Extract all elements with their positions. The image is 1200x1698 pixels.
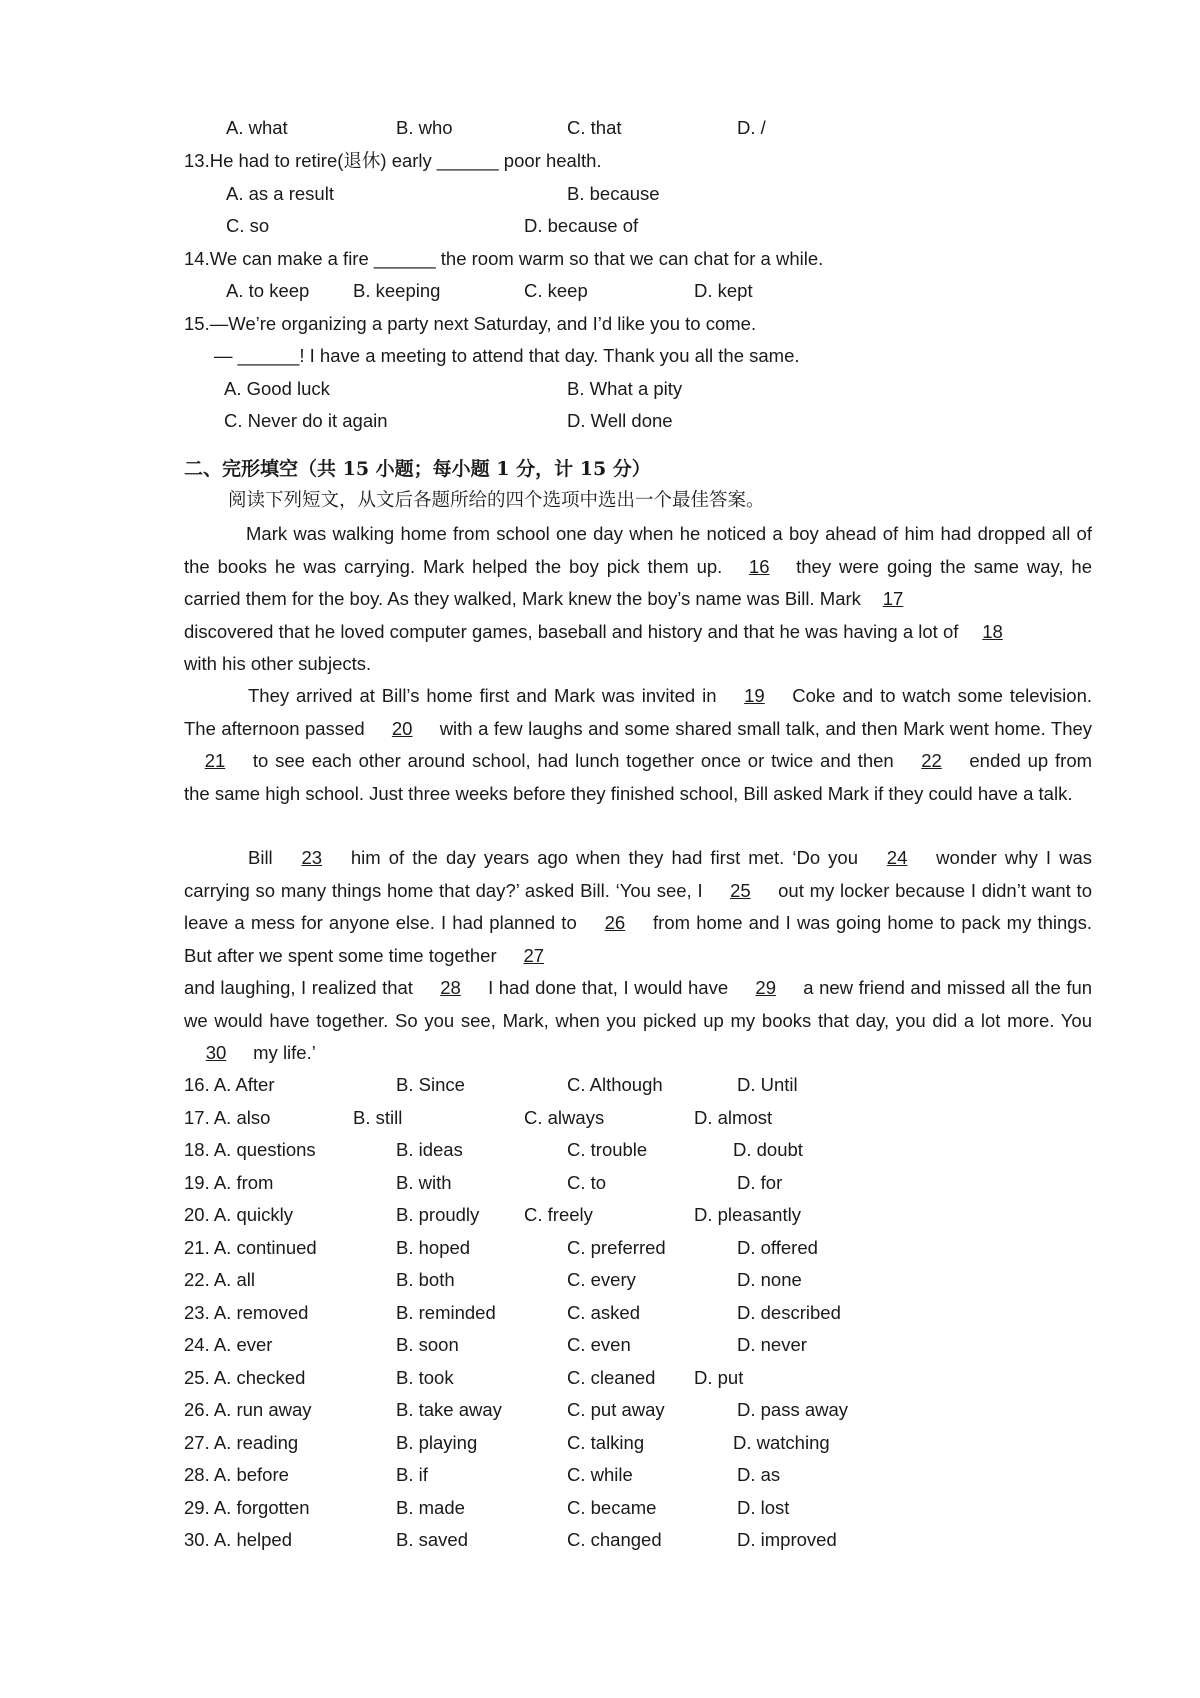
option-16-a: 16. A. After (184, 1074, 275, 1095)
passage-text: with his other subjects. (184, 653, 372, 674)
option-28-b: B. if (396, 1464, 428, 1485)
option-18-d: D. doubt (733, 1139, 803, 1160)
passage-text: him of the day years ago when they had first met. ‘Do you (350, 847, 859, 868)
option-30-d: D. improved (737, 1529, 837, 1550)
q14-option-c: C. keep (524, 280, 588, 301)
option-23-b: B. reminded (396, 1301, 496, 1323)
option-24-c: C. even (567, 1334, 631, 1355)
option-23-c: C. asked (567, 1301, 641, 1323)
q12-option-d: D. / (737, 117, 766, 138)
option-21-b: B. hoped (396, 1236, 471, 1258)
option-16-d: D. Until (737, 1074, 798, 1095)
passage-text: out my locker because I didn’t want to leave a mess for anyone else. I had planned to (184, 879, 1092, 933)
option-22-a: 22. A. all (184, 1269, 255, 1290)
blank-16[interactable]: 16 (748, 555, 770, 577)
q15-reply: — ______! I have a meeting to attend that day. Thank you all the same. (214, 345, 800, 366)
option-21-c: C. preferred (567, 1236, 666, 1258)
blank-25[interactable]: 25 (730, 879, 751, 901)
blank-20[interactable]: 20 (391, 717, 413, 739)
option-26-b: B. take away (396, 1399, 502, 1420)
option-20-b: B. proudly (396, 1204, 480, 1225)
q15-option-b: B. What a pity (567, 378, 683, 399)
passage-text: with a few laughs and some shared small talk, and then Mark went home. They (439, 717, 1093, 739)
option-22-d: D. none (737, 1269, 802, 1290)
option-18-a: 18. A. questions (184, 1139, 316, 1160)
option-23-a: 23. A. removed (184, 1301, 309, 1323)
option-29-d: D. lost (737, 1496, 790, 1518)
option-17-d: D. almost (694, 1106, 773, 1128)
blank-23[interactable]: 23 (301, 847, 323, 868)
option-26-a: 26. A. run away (184, 1399, 312, 1420)
passage-paragraph-3 (184, 842, 1092, 1070)
option-22-c: C. every (567, 1269, 636, 1290)
option-19-a: 19. A. from (184, 1171, 274, 1193)
q12-option-b: B. who (396, 117, 453, 138)
option-26-c: C. put away (567, 1399, 665, 1420)
blank-24[interactable]: 24 (886, 847, 908, 868)
option-27-c: C. talking (567, 1431, 645, 1453)
passage-text: Bill (248, 847, 273, 868)
option-26-d: D. pass away (737, 1399, 849, 1420)
passage-text: my life.’ (253, 1042, 316, 1063)
option-29-a: 29. A. forgotten (184, 1496, 310, 1518)
q15-option-d: D. Well done (567, 410, 673, 431)
option-28-a: 28. A. before (184, 1464, 289, 1485)
option-17-c: C. always (524, 1106, 605, 1128)
q15-option-c: C. Never do it again (224, 410, 388, 431)
option-19-c: C. to (567, 1171, 607, 1193)
option-20-c: C. freely (524, 1204, 593, 1225)
passage-text: I had done that, I would have (488, 977, 729, 998)
q13-option-c: C. so (226, 215, 270, 236)
option-16-b: B. Since (396, 1074, 465, 1095)
passage-text: to see each other around school, had lunch together once or twice and then (252, 750, 894, 771)
option-25-c: C. cleaned (567, 1366, 656, 1388)
passage-paragraph-1 (184, 518, 1092, 681)
option-29-c: C. became (567, 1496, 657, 1518)
option-20-d: D. pleasantly (694, 1204, 801, 1225)
option-18-b: B. ideas (396, 1139, 463, 1160)
option-30-b: B. saved (396, 1529, 468, 1550)
passage-text: Mark was walking home from school one day when he noticed a boy ahead of him had dropped all of the books he was carrying. Mark helped the boy pick them up. (184, 523, 1092, 577)
option-19-d: D. for (737, 1171, 783, 1193)
passage-text: from home and I was going home to pack my things. But after we spent some time together (184, 912, 1092, 966)
option-23-d: D. described (737, 1301, 841, 1323)
blank-21[interactable]: 21 (204, 750, 226, 771)
option-20-a: 20. A. quickly (184, 1204, 294, 1225)
option-24-b: B. soon (396, 1334, 459, 1355)
option-25-d: D. put (694, 1366, 744, 1388)
blank-29[interactable]: 29 (755, 977, 776, 998)
q14-stem: 14.We can make a fire ______ the room warm so that we can chat for a while. (184, 248, 824, 269)
q14-option-b: B. keeping (353, 280, 441, 301)
option-30-a: 30. A. helped (184, 1529, 293, 1550)
q13-option-a: A. as a result (226, 183, 334, 204)
section-2-instruction: 阅读下列短文，从文后各题所给的四个选项中选出一个最佳答案。 (228, 490, 765, 511)
q13-option-d: D. because of (524, 215, 639, 236)
q15-stem: 15.—We’re organizing a party next Saturday, and I’d like you to come. (184, 313, 757, 334)
option-22-b: B. both (396, 1269, 455, 1290)
q12-option-a: A. what (226, 117, 288, 138)
q14-option-a: A. to keep (226, 280, 310, 301)
passage-text: they were going the same way, he carried them for the boy. As they walked, Mark knew the boy’s name was Bill. Mark (184, 555, 1093, 609)
passage-text: ended up from the same high school. Just three weeks before they finished school, Bill asked Mark if they could have a talk. (184, 750, 1093, 804)
option-28-d: D. as (737, 1464, 781, 1485)
q14-option-d: D. kept (694, 280, 753, 301)
passage-paragraph-2 (184, 680, 1092, 810)
option-27-b: B. playing (396, 1431, 478, 1453)
option-27-d: D. watching (733, 1431, 830, 1453)
passage-text: Coke and to watch some television. The afternoon passed (184, 685, 1093, 739)
option-27-a: 27. A. reading (184, 1431, 299, 1453)
blank-17[interactable]: 17 (882, 588, 904, 609)
passage-text: a new friend and missed all the fun we would have together. So you see, Mark, when you picked up my books that day, you did a lot more. You (184, 977, 1093, 1031)
blank-26[interactable]: 26 (604, 912, 626, 933)
blank-22[interactable]: 22 (921, 750, 942, 771)
blank-18[interactable]: 18 (982, 620, 1003, 642)
section-2-heading: 二、完形填空（共 15 小题；每小题 1 分，计 15 分） (184, 458, 651, 480)
q12-option-c: C. that (567, 117, 622, 138)
option-25-a: 25. A. checked (184, 1366, 306, 1388)
option-29-b: B. made (396, 1496, 465, 1518)
passage-text: wonder why I was carrying so many things home that day?’ asked Bill. ‘You see, I (184, 847, 1093, 901)
option-24-d: D. never (737, 1334, 807, 1355)
option-28-c: C. while (567, 1464, 633, 1485)
q13-stem: 13.He had to retire(退休) early ______ poor health. (184, 150, 602, 171)
option-17-b: B. still (353, 1106, 403, 1128)
option-19-b: B. with (396, 1171, 452, 1193)
option-16-c: C. Although (567, 1074, 663, 1095)
option-25-b: B. took (396, 1366, 454, 1388)
option-24-a: 24. A. ever (184, 1334, 273, 1355)
q13-option-b: B. because (567, 183, 660, 204)
q15-option-a: A. Good luck (224, 378, 330, 399)
passage-text: They arrived at Bill’s home first and Mark was invited in (248, 685, 717, 706)
option-21-a: 21. A. continued (184, 1236, 317, 1258)
option-17-a: 17. A. also (184, 1106, 271, 1128)
passage-text: discovered that he loved computer games, baseball and history and that he was having a lot of (184, 620, 959, 642)
option-21-d: D. offered (737, 1236, 818, 1258)
option-18-c: C. trouble (567, 1139, 648, 1160)
passage-text: and laughing, I realized that (184, 977, 413, 998)
blank-28[interactable]: 28 (440, 977, 461, 998)
option-30-c: C. changed (567, 1529, 662, 1550)
blank-30[interactable]: 30 (205, 1042, 227, 1063)
blank-27[interactable]: 27 (523, 944, 545, 966)
blank-19[interactable]: 19 (744, 685, 765, 706)
